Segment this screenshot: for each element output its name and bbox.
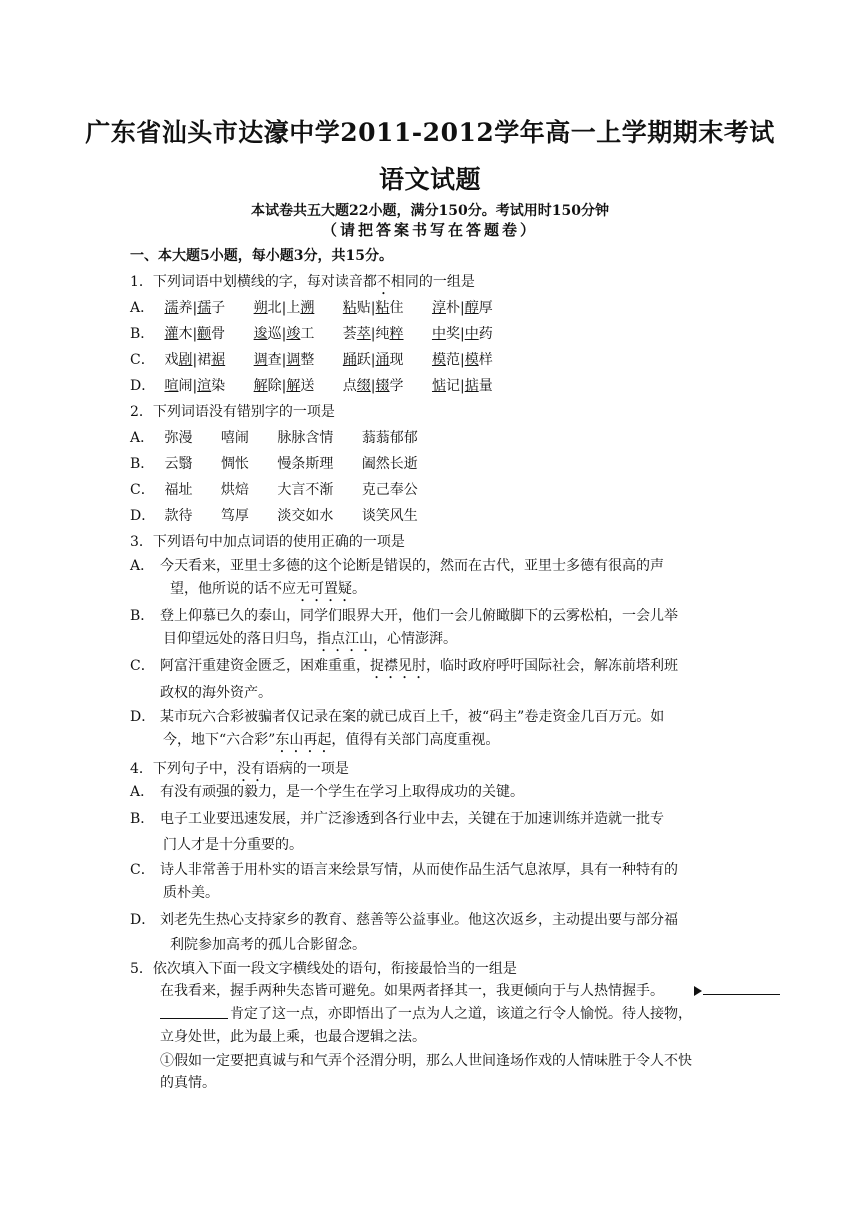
option-word: 模范|模样 [431, 352, 493, 368]
option-word: 踊跃|涌现 [342, 352, 404, 368]
option-word: 灌木|颧骨 [164, 326, 226, 342]
section-heading: 一、本大题5小题，每小题3分，共15分。 [130, 248, 393, 264]
option-word: 谈笑风生 [361, 508, 418, 524]
option-label: C． [130, 862, 155, 878]
option-word: 逡巡|竣工 [253, 326, 315, 342]
option-text: ，临时政府呼吁国际社会，解冻前塔利班 [426, 658, 678, 674]
option-word: 云翳 [164, 456, 193, 472]
dotted-phrase: 指点江山 [317, 631, 373, 647]
q2-option-d [130, 507, 442, 525]
q3-option-c-line1 [130, 657, 678, 682]
option-text: 。 [352, 581, 366, 597]
q4-stem [130, 760, 349, 785]
q4-option-d-line1 [130, 911, 678, 929]
option-word: 淳朴|醇厚 [431, 300, 493, 316]
option-word: 粘贴|粘住 [342, 300, 404, 316]
q3-option-b-line1 [130, 607, 678, 625]
q1-stem [130, 273, 475, 298]
option-word: 淡交如水 [277, 508, 334, 524]
option-label: D． [130, 709, 156, 725]
q1-option-c [130, 351, 517, 369]
q4-stem-a: 4．下列句子中， [130, 761, 237, 777]
q1-option-d [130, 377, 517, 395]
text-cursor-icon [694, 986, 702, 996]
dotted-phrase: 东山再起 [275, 732, 332, 748]
option-word: 解除|解送 [253, 378, 315, 394]
option-text: 今，地下“六合彩” [163, 732, 276, 748]
option-text: ，心情澎湃。 [373, 631, 457, 647]
q1-stem-a: 1．下列词语中划横线的字，每对读音都 [130, 274, 377, 290]
option-word: 戏剧|裙裾 [164, 352, 226, 368]
option-word: 福址 [164, 482, 193, 498]
option-text: 目仰望远处的落日归鸟， [163, 631, 317, 647]
q3-option-c-line2: 政权的海外资产。 [160, 685, 272, 701]
option-word: 点缀|辍学 [342, 378, 404, 394]
q3-option-a-line2 [170, 580, 366, 605]
q3-option-b-line2 [163, 630, 457, 655]
option-text: ，值得有关部门高度重视。 [331, 732, 500, 748]
option-text: 有没有顽强的毅力，是一个学生在学习上取得成功的关键。 [160, 784, 524, 800]
q5-passage-line1: 在我看来，握手两种失态皆可避免。如果两者择其一，我更倾向于与人热情握手。 [160, 983, 664, 999]
option-word: 款待 [164, 508, 193, 524]
q4-stem-dotted: 没有 [236, 761, 265, 777]
q5-stem: 5．依次填入下面一段文字横线处的语句，衔接最恰当的一组是 [130, 961, 517, 977]
option-word: 濡养|孺子 [164, 300, 226, 316]
option-word: 阖然长逝 [361, 456, 418, 472]
option-word: 荟萃|纯粹 [342, 326, 404, 342]
option-label: D． [130, 378, 156, 394]
option-label: B． [130, 456, 155, 472]
option-label: C． [130, 658, 155, 674]
q2-option-c [130, 481, 442, 499]
option-label: A． [130, 784, 155, 800]
option-word: 嘻闹 [220, 430, 249, 446]
dotted-phrase: 捉襟见肘 [370, 658, 426, 674]
q4-option-c-line2: 质朴美。 [163, 885, 219, 901]
answer-blank-1[interactable] [703, 994, 780, 995]
q1-option-a [130, 299, 517, 317]
q5-option-1-line2: 的真情。 [160, 1075, 216, 1091]
option-label: C． [130, 482, 155, 498]
q5-option-1-line1: ①假如一定要把真诚与和气弄个泾渭分明，那么人世间逢场作戏的人情味胜于令人不快 [160, 1053, 692, 1069]
answer-blank-2[interactable] [160, 1018, 228, 1019]
option-text: 望，他所说的话不应 [170, 581, 296, 597]
q1-option-b [130, 325, 517, 343]
option-label: C． [130, 352, 155, 368]
exam-info: 本试卷共五大题22小题，满分150分。考试用时150分钟 [251, 203, 609, 219]
dotted-phrase: 无可置疑 [296, 581, 352, 597]
option-text: 诗人非常善于用朴实的语言来绘景写情，从而使作品生活气息浓厚，具有一种特有的 [160, 862, 678, 878]
option-word: 惦记|掂量 [431, 378, 493, 394]
q3-option-d-line2 [163, 731, 499, 756]
q3-option-d-line1 [130, 708, 664, 726]
q3-stem: 3．下列语句中加点词语的使用正确的一项是 [130, 534, 405, 550]
option-word: 慢条斯理 [277, 456, 334, 472]
q4-option-d-line2: 利院参加高考的孤儿合影留念。 [170, 937, 366, 953]
option-word: 脉脉含情 [277, 430, 334, 446]
q1-stem-c: 相同的一组是 [390, 274, 475, 290]
q4-option-c-line1 [130, 861, 678, 879]
exam-subtitle: 语文试题 [378, 165, 481, 194]
option-word: 中奖|中药 [431, 326, 493, 342]
option-text: 今天看来，亚里士多德的这个论断是错误的，然而在古代，亚里士多德有很高的声 [160, 558, 664, 574]
option-word: 蓊蓊郁郁 [361, 430, 418, 446]
q4-option-a [130, 783, 524, 801]
option-text: 阿富汗重建资金匮乏，困难重重， [160, 658, 370, 674]
option-label: D． [130, 508, 156, 524]
option-label: B． [130, 811, 155, 827]
option-label: B． [130, 326, 155, 342]
option-word: 惆怅 [220, 456, 249, 472]
option-label: A． [130, 430, 155, 446]
q1-stem-dotted: 不 [376, 274, 391, 290]
q5-passage-line3: 立身处世，此为最上乘，也最合逻辑之法。 [160, 1029, 426, 1045]
option-text: 电子工业要迅速发展，并广泛渗透到各行业中去，关键在于加速训练并造就一批专 [160, 811, 664, 827]
option-label: A． [130, 558, 155, 574]
exam-title: 广东省汕头市达濠中学2011-2012学年高一上学期期末考试 [85, 118, 775, 147]
q5-passage-line2: 肯定了这一点，亦即悟出了一点为人之道，该道之行令人愉悦。待人接物， [230, 1006, 692, 1022]
option-label: B． [130, 608, 155, 624]
option-text: 登上仰慕已久的泰山，同学们眼界大开，他们一会儿俯瞰脚下的云雾松柏，一会儿举 [160, 608, 678, 624]
option-word: 调查|调整 [253, 352, 315, 368]
option-word: 弥漫 [164, 430, 193, 446]
option-word: 笃厚 [220, 508, 249, 524]
option-label: D． [130, 912, 156, 928]
exam-notice: （请把答案书写在答题卷） [321, 221, 538, 239]
q2-option-b [130, 455, 442, 473]
option-word: 烘焙 [220, 482, 249, 498]
q4-stem-c: 语病的一项是 [264, 761, 349, 777]
option-label: A． [130, 300, 155, 316]
option-word: 克己奉公 [361, 482, 418, 498]
option-word: 大言不渐 [277, 482, 334, 498]
option-word: 喧闹|渲染 [164, 378, 226, 394]
q4-option-b-line1 [130, 810, 664, 828]
q4-option-b-line2: 门人才是十分重要的。 [163, 837, 303, 853]
option-word: 朔北|上溯 [253, 300, 315, 316]
q2-stem: 2．下列词语没有错别字的一项是 [130, 404, 335, 420]
option-text: 刘老先生热心支持家乡的教育、慈善等公益事业。他这次返乡，主动提出要与部分福 [160, 912, 678, 928]
option-text: 某市玩六合彩被骗者仅记录在案的就已成百上千，被“码主”卷走资金几百万元。如 [160, 709, 665, 725]
q3-option-a-line1 [130, 557, 664, 575]
q2-option-a [130, 429, 442, 447]
